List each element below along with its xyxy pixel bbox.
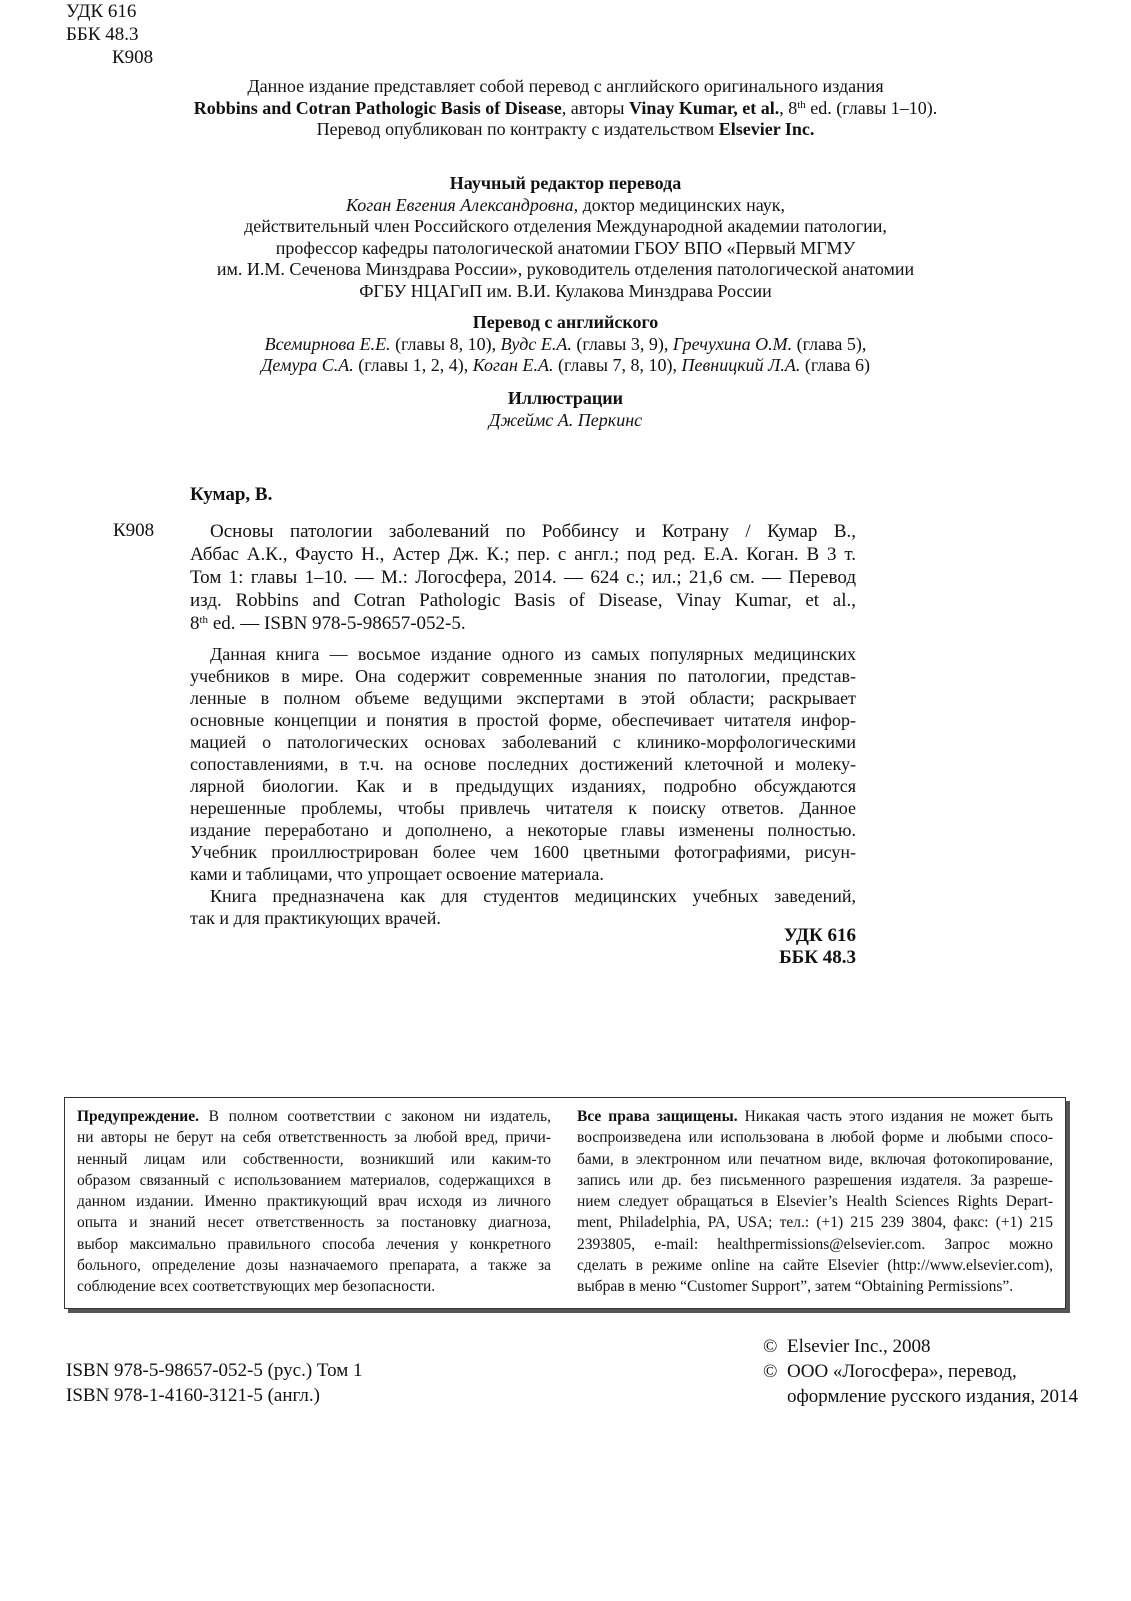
- text: (главы 1, 2, 4),: [353, 355, 473, 375]
- annotation-line: нерешенные проблемы, чтобы привлечь читателя к поиску ответов. Данное: [190, 798, 856, 818]
- copyright-holder: Elsevier Inc., 2008: [787, 1336, 931, 1357]
- rights-line: запись или др. без письменного разрешения издателя. За разреше-: [577, 1171, 1053, 1189]
- warning-line: ни авторы не берут на себя ответственность за любой вред, причи-: [77, 1129, 551, 1147]
- udk-code: УДК 616: [783, 925, 856, 946]
- warning-line: [77, 1106, 551, 1127]
- copyright-line: [763, 1384, 1078, 1409]
- edition-note-line: Данное издание представляет собой перевод с английского оригинального издания: [247, 76, 884, 96]
- translator-name: Демура С.А.: [260, 355, 354, 375]
- copyright-line: [763, 1359, 1078, 1384]
- copyright-block: [763, 1334, 1078, 1409]
- editor-name-line: [0, 195, 1131, 217]
- bbk-code: ББК 48.3: [66, 24, 139, 45]
- legal-notice-box: [64, 1097, 1066, 1309]
- copyright-icon: ©: [763, 1336, 778, 1357]
- editor-name: Коган Евгения Александровна: [345, 194, 574, 215]
- rights-line: [577, 1106, 1053, 1127]
- text: (главы 7, 8, 10),: [553, 355, 682, 375]
- annotation-line: издание переработано и дополнено, а некоторые главы изменены полностью.: [190, 820, 856, 840]
- translator-name: Вудс Е.А.: [500, 333, 572, 354]
- illustrations-section: [0, 388, 1131, 431]
- translator-name: Гречухина О.М.: [672, 333, 793, 354]
- annotation-line: Данная книга — восьмое издание одного из самых популярных медицинских: [210, 644, 856, 664]
- annotation-line: лярной биологии. Как и в предыдущих изданиях, подробно обсуждаются: [190, 776, 856, 796]
- superscript: th: [797, 98, 806, 111]
- text: , 8: [779, 97, 798, 118]
- warning-notice: [77, 1106, 551, 1298]
- edition-note-line: [0, 119, 1131, 141]
- catalog-line: Основы патологии заболеваний по Роббинсу и Котрану / Кумар В.,: [210, 521, 856, 542]
- annotation-line: ками и таблицами, что упрощает освоение материала.: [190, 864, 604, 884]
- author-mark: К908: [112, 47, 154, 68]
- text: 8: [190, 613, 200, 634]
- isbn-russian: ISBN 978-5-98657-052-5 (рус.) Том 1: [66, 1360, 363, 1381]
- editor-detail-line: действительный член Российского отделения Международной академии патологии,: [244, 216, 887, 236]
- section-heading: Научный редактор перевода: [449, 173, 682, 193]
- scientific-editor-section: [0, 173, 1131, 302]
- warning-heading: Предупреждение.: [77, 1108, 199, 1125]
- edition-note-line: [0, 98, 1131, 120]
- text: Перевод опубликован по контракту с издательством: [316, 119, 719, 139]
- copyright-holder: ООО «Логосфера», перевод,: [787, 1361, 1017, 1382]
- rights-line: бами, в электронном или печатном виде, включая фотокопирование,: [577, 1150, 1053, 1168]
- annotation-line: сопоставлениями, в т.ч. на основе последних достижений клеточной и молеку-: [190, 754, 856, 774]
- isbn-block: [66, 1358, 363, 1408]
- annotation-line: основные концепции и понятия в простой форме, обеспечивает читателя инфор-: [190, 710, 856, 730]
- text: Никакая часть этого издания не может быть: [737, 1108, 1053, 1125]
- catalog-line: Аббас А.К., Фаусто Н., Астер Дж. К.; пер. с англ.; под ред. Е.А. Коган. В 3 т.: [190, 544, 856, 565]
- text: , доктор медицинских наук,: [573, 194, 786, 215]
- text: (главы 3, 9),: [571, 333, 673, 354]
- annotation-line: Учебник проиллюстрирован более чем 1600 цветными фотографиями, рисун-: [190, 842, 856, 862]
- catalog-author-heading: Кумар, В.: [190, 484, 273, 505]
- original-authors: Vinay Kumar, et al.: [629, 97, 780, 118]
- translator-name: Певницкий Л.А.: [681, 355, 801, 375]
- annotation-line: так и для практикующих врачей.: [190, 908, 441, 928]
- copyright-line: [763, 1334, 1078, 1359]
- annotation-line: учебников в мире. Она содержит современные знания по патологии, представ-: [190, 666, 856, 686]
- udk-code: УДК 616: [66, 1, 137, 22]
- text: (главы 8, 10),: [390, 333, 501, 354]
- edition-note: [0, 76, 1131, 141]
- rights-heading: Все права защищены.: [577, 1108, 738, 1125]
- warning-line: опыта и знаний несет ответственность за постановку диагноза,: [77, 1214, 551, 1232]
- editor-detail-line: профессор кафедры патологической анатомии ГБОУ ВПО «Первый МГМУ: [275, 237, 856, 258]
- rights-line: воспроизведена или использована в любой форме и любыми спосо-: [577, 1129, 1053, 1147]
- warning-line: соблюдение всех соответствующих мер безопасности.: [77, 1278, 436, 1296]
- text: ed. — ISBN 978-5-98657-052-5.: [208, 613, 466, 634]
- illustrator-name: Джеймс А. Перкинс: [488, 409, 643, 430]
- text: , авторы: [561, 97, 630, 118]
- editor-detail-line: ФГБУ НЦАГиП им. В.И. Кулакова Минздрава России: [359, 280, 772, 301]
- superscript: th: [199, 614, 209, 626]
- warning-line: больного, определение дозы назначаемого препарата, а также за: [77, 1257, 551, 1275]
- section-heading: Иллюстрации: [507, 388, 624, 408]
- original-title: Robbins and Cotran Pathologic Basis of Disease: [193, 97, 562, 118]
- section-heading: Перевод с английского: [472, 312, 659, 332]
- translation-section: [0, 312, 1131, 377]
- rights-notice: [577, 1106, 1053, 1298]
- text: ed. (главы 1–10).: [805, 97, 938, 118]
- copyright-detail: оформление русского издания, 2014: [787, 1386, 1078, 1407]
- publisher-name: Elsevier Inc.: [718, 119, 815, 139]
- rights-line: сделать в режиме online на сайте Elsevier (http://www.elsevier.com),: [577, 1257, 1053, 1275]
- text: (глава 6): [800, 355, 871, 375]
- rights-line: выбрав в меню “Customer Support”, затем “Obtaining Permissions”.: [577, 1278, 1014, 1296]
- rights-line: нием следует обращаться в Elsevier’s Health Sciences Rights Depart-: [577, 1193, 1053, 1211]
- rights-line: ment, Philadelphia, PA, USA; тел.: (+1) 215 239 3804, факс: (+1) 215: [577, 1214, 1053, 1232]
- catalog-line: изд. Robbins and Cotran Pathologic Basis of Disease, Vinay Kumar, et al.,: [190, 590, 856, 611]
- catalog-author-mark: К908: [113, 520, 155, 541]
- editor-detail-line: им. И.М. Сеченова Минздрава России», руководитель отделения патологической анатомии: [216, 259, 915, 279]
- annotation-line: ленные в полном объеме ведущими экспертами в этой области; раскрывает: [190, 688, 856, 708]
- text: (глава 5),: [792, 333, 867, 354]
- warning-line: данном издании. Именно практикующий врач исходя из личного: [77, 1193, 551, 1211]
- rights-line: 2393805, e-mail: healthpermissions@elsevier.com. Запрос можно: [577, 1235, 1053, 1253]
- catalog-description: [190, 520, 856, 635]
- annotation-line: мацией о патологических основах заболеваний с клинико-морфологическими: [190, 732, 856, 752]
- catalog-line: Том 1: главы 1–10. — М.: Логосфера, 2014. — 624 с.; ил.; 21,6 см. — Перевод: [190, 567, 856, 588]
- copyright-icon: ©: [763, 1361, 778, 1382]
- bbk-code: ББК 48.3: [779, 947, 856, 968]
- spacer: [763, 1384, 787, 1409]
- annotation: [190, 644, 856, 930]
- translators-line: [0, 334, 1131, 356]
- translator-name: Всемирнова Е.Е.: [264, 333, 391, 354]
- classification-codes: [66, 0, 153, 69]
- translators-line: [0, 355, 1131, 377]
- text: В полном соответствии с законом ни издатель,: [198, 1108, 551, 1125]
- catalog-line: [190, 612, 856, 635]
- annotation-line: Книга предназначена как для студентов медицинских учебных заведений,: [210, 886, 856, 906]
- warning-line: ненный лицам или собственности, возникший или каким-то: [77, 1150, 551, 1168]
- classification-codes-bottom: [700, 925, 856, 969]
- warning-line: образом связанный с использованием материалов, содержащихся в: [77, 1171, 551, 1189]
- isbn-english: ISBN 978-1-4160-3121-5 (англ.): [66, 1385, 320, 1406]
- translator-name: Коган Е.А.: [472, 355, 554, 375]
- warning-line: выбор максимально правильного способа лечения у конкретного: [77, 1235, 551, 1253]
